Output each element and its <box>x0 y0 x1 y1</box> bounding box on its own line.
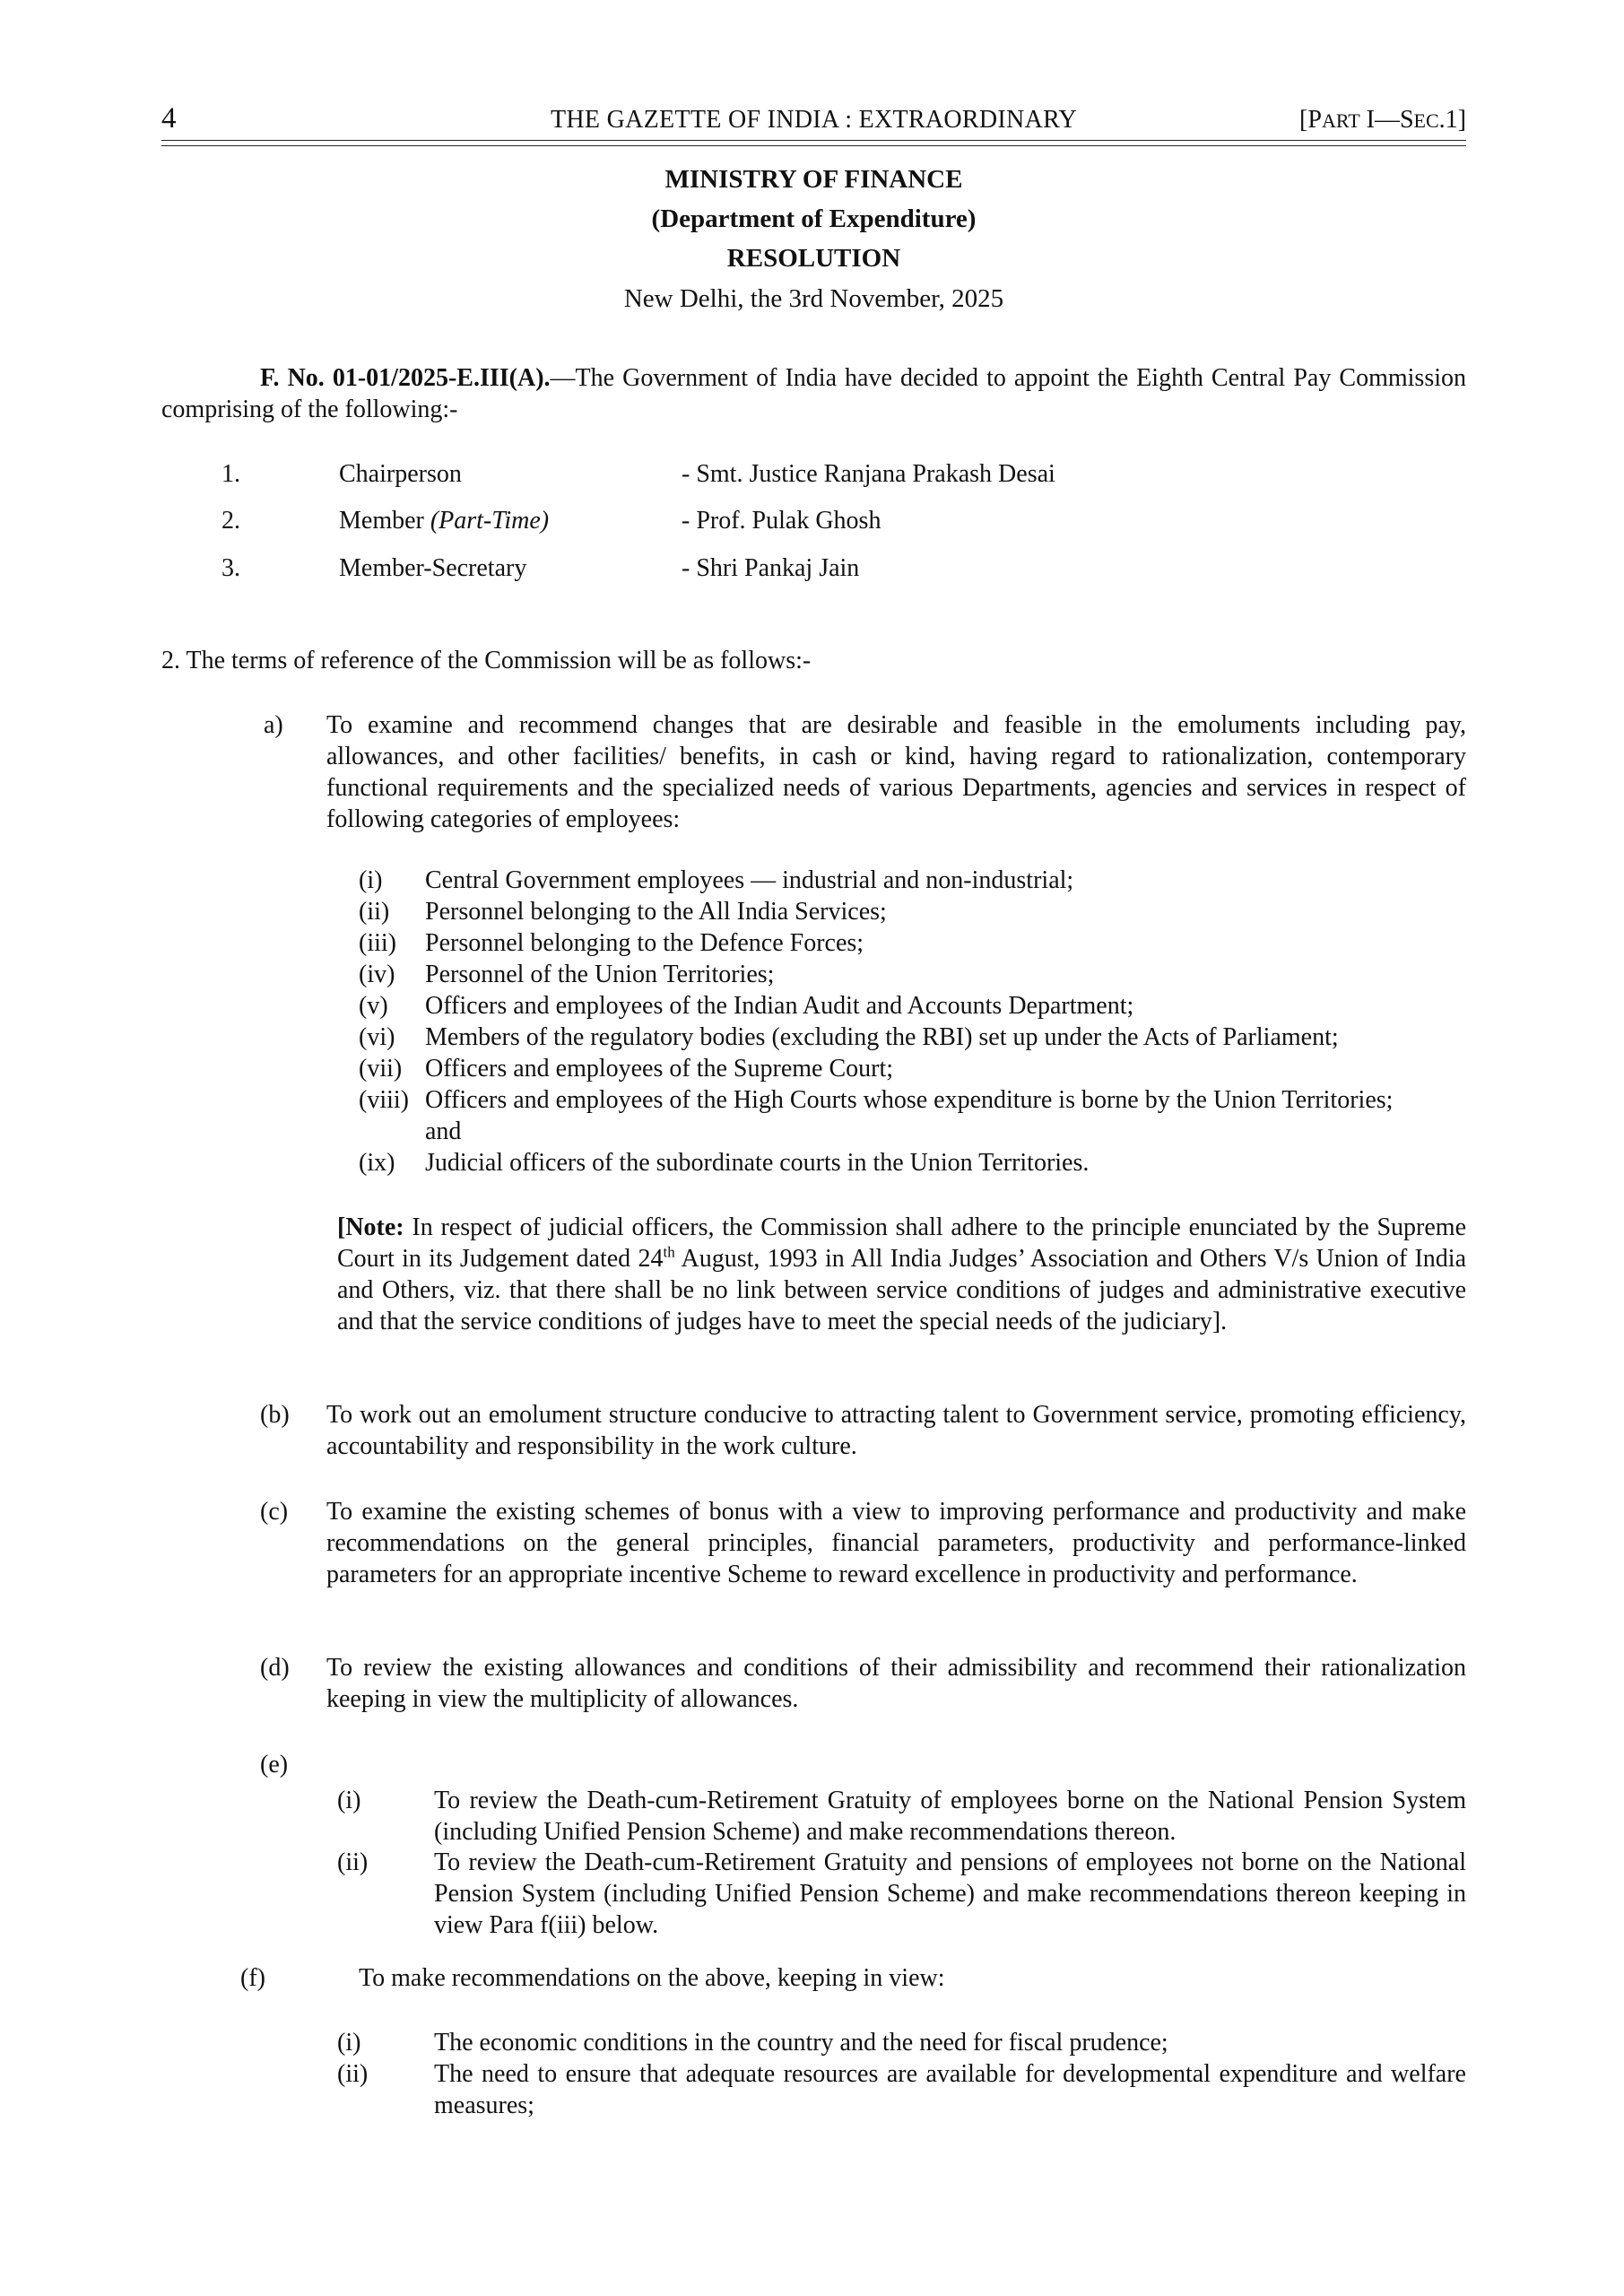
category-number: (vii) <box>359 1055 403 1083</box>
header-rule-bottom <box>161 145 1466 146</box>
category-text: Personnel belonging to the Defence Forces; <box>425 929 864 957</box>
term-label: (c) <box>260 1498 289 1526</box>
intro-paragraph <box>161 362 1466 425</box>
term-c-text: To examine the existing schemes of bonus with a view to improving performance and productivity and make recommendations on the general principles, financial parameters, productivity and performance-linked parameters for an appropriate incentive Scheme to reward excellence in productivity and performance. <box>326 1498 1466 1588</box>
department-heading: (Department of Expenditure) <box>651 204 977 233</box>
category-number: (ix) <box>359 1149 395 1177</box>
term-label: (f) <box>240 1964 265 1992</box>
member-role: Member (Part-Time) <box>339 507 550 535</box>
member-name: - Prof. Pulak Ghosh <box>682 507 881 535</box>
sub-item-number: (ii) <box>337 2060 369 2088</box>
category-number: (v) <box>359 992 388 1020</box>
category-text: and <box>425 1118 462 1145</box>
part-section-label: [PART I—SEC.1] <box>1299 106 1466 134</box>
term-f-text: To make recommendations on the above, keeping in view: <box>359 1964 945 1992</box>
term-d-text: To review the existing allowances and conditions of their admissibility and recommend their rationalization keeping in view the multiplicity of allowances. <box>326 1654 1466 1713</box>
ministry-heading: MINISTRY OF FINANCE <box>664 165 963 194</box>
category-text: Central Government employees — industrial and non-industrial; <box>425 866 1074 894</box>
member-name: - Smt. Justice Ranjana Prakash Desai <box>682 460 1055 488</box>
terms-intro: 2. The terms of reference of the Commission will be as follows:- <box>161 647 812 674</box>
header-rule-top <box>161 140 1466 141</box>
term-f-item-text: The economic conditions in the country and the need for fiscal prudence; <box>434 2029 1168 2057</box>
member-number: 3. <box>221 554 240 582</box>
category-text: Members of the regulatory bodies (excluding the RBI) set up under the Acts of Parliament; <box>425 1023 1339 1051</box>
place-date: New Delhi, the 3rd November, 2025 <box>623 284 1004 313</box>
category-text: Officers and employees of the High Courts whose expenditure is borne by the Union Territories; <box>425 1086 1394 1114</box>
member-role: Member-Secretary <box>339 554 527 582</box>
sub-item-number: (i) <box>337 1787 361 1814</box>
term-label: (b) <box>260 1401 290 1429</box>
gazette-title: THE GAZETTE OF INDIA : EXTRAORDINARY <box>550 106 1078 134</box>
file-number: F. No. 01-01/2025-E.III(A). <box>260 364 551 392</box>
member-number: 2. <box>221 507 240 535</box>
term-label: a) <box>264 711 283 739</box>
term-b-text: To work out an emolument structure conducive to attracting talent to Government service, promoting efficiency, accountability and responsibility in the work culture. <box>326 1401 1466 1460</box>
sub-item-number: (i) <box>337 2029 361 2057</box>
intro-text: —The Government of India have decided to appoint the Eighth Central Pay Commission comprising of the following:- <box>161 364 1466 423</box>
term-e-item-text: To review the Death-cum-Retirement Gratuity and pensions of employees not borne on the National Pension System (including Unified Pension Scheme) and make recommendations thereon keeping in view Para f(iii) below. <box>434 1848 1466 1939</box>
category-number: (viii) <box>359 1086 409 1114</box>
term-f-item-text: The need to ensure that adequate resources are available for developmental expenditure and welfare measures; <box>434 2060 1466 2119</box>
resolution-heading: RESOLUTION <box>726 244 901 273</box>
category-number: (i) <box>359 866 383 894</box>
term-label: (d) <box>260 1654 290 1682</box>
category-text: Officers and employees of the Indian Audit and Accounts Department; <box>425 992 1134 1020</box>
term-a-text: To examine and recommend changes that are desirable and feasible in the emoluments including pay, allowances, and other facilities/ benefits, in cash or kind, having regard to rationalization, contemporary functional requirements and the specialized needs of various Departments, agencies and services in respect of following categories of employees: <box>326 711 1466 833</box>
sub-item-number: (ii) <box>337 1848 369 1876</box>
running-header <box>161 97 1466 142</box>
category-text: Personnel belonging to the All India Services; <box>425 898 887 926</box>
category-text: Officers and employees of the Supreme Court; <box>425 1055 894 1083</box>
category-number: (vi) <box>359 1023 395 1051</box>
category-number: (iv) <box>359 961 395 988</box>
category-number: (iii) <box>359 929 396 957</box>
category-text: Personnel of the Union Territories; <box>425 961 775 988</box>
note-label: [Note: <box>337 1213 404 1241</box>
page-number: 4 <box>161 102 177 135</box>
member-number: 1. <box>221 460 240 488</box>
member-name: - Shri Pankaj Jain <box>682 554 860 582</box>
category-text: Judicial officers of the subordinate courts in the Union Territories. <box>425 1149 1090 1177</box>
category-number: (ii) <box>359 898 390 926</box>
term-label: (e) <box>260 1751 289 1779</box>
judicial-note: [Note: In respect of judicial officers, the Commission shall adhere to the principle enunciated by the Supreme Court in its Judgement dated 24th August, 1993 in All India Judges’ Association and Others V/s Union of India and Others, viz. that there shall be no link between service conditions of judges and administrative executive and that the service conditions of judges have to meet the special needs of the judiciary]. <box>337 1213 1466 1335</box>
member-role: Chairperson <box>339 460 462 488</box>
term-e-item-text: To review the Death-cum-Retirement Gratuity of employees borne on the National Pension System (including Unified Pension Scheme) and make recommendations thereon. <box>434 1787 1466 1846</box>
